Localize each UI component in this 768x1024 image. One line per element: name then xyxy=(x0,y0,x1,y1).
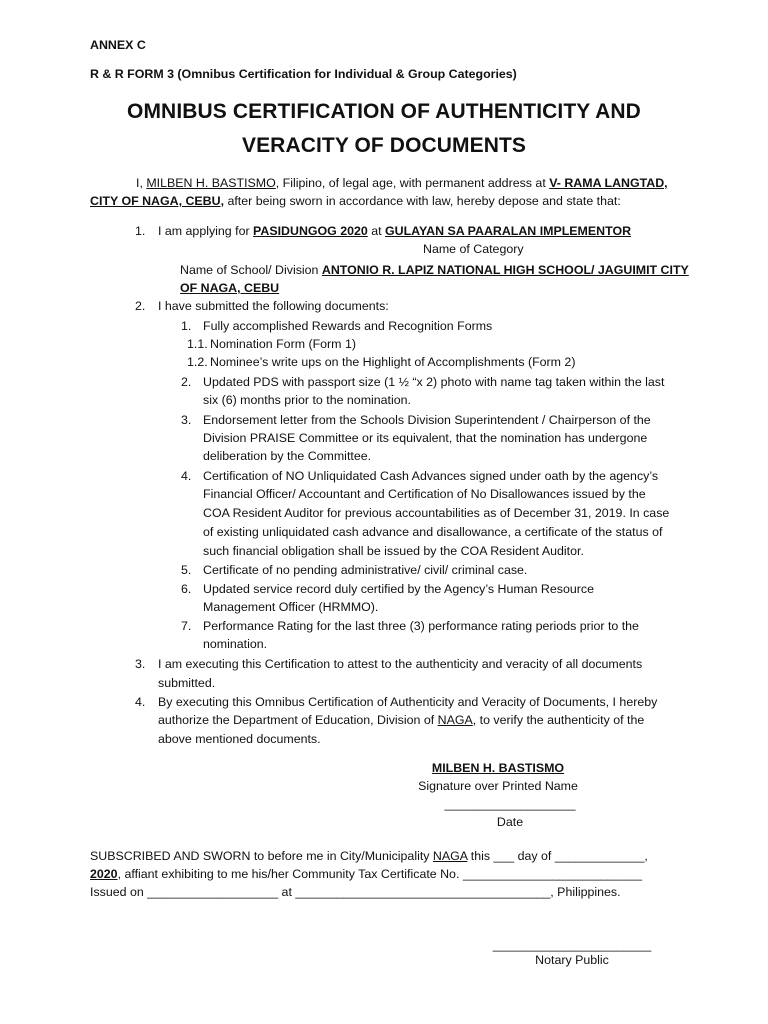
category-value: GULAYAN SA PAARALAN IMPLEMENTOR xyxy=(385,224,632,238)
doc-text: Performance Rating for the last three (3) performance rating periods prior to the xyxy=(203,619,639,633)
item4-line2 xyxy=(158,713,644,728)
year-value: 2020 xyxy=(90,867,118,881)
school-value: ANTONIO R. LAPIZ NATIONAL HIGH SCHOOL/ JAGUIMIT CITY xyxy=(321,263,689,277)
doc-number: 1. xyxy=(181,319,192,333)
doc-text: Certification of NO Unliquidated Cash Advances signed under oath by the agency’s xyxy=(203,469,659,483)
doc-text: Endorsement letter from the Schools Division Superintendent / Chairperson of the xyxy=(203,413,651,427)
doc-number: 6. xyxy=(181,582,192,596)
place-value: NAGA xyxy=(432,849,468,863)
doc-text: six (6) months prior to the nomination. xyxy=(203,393,411,407)
intro-text: , Filipino, of legal age, with permanent address at xyxy=(275,176,550,190)
sworn-text: , affiant exhibiting to me his/her Community Tax Certificate No. __________________________ xyxy=(117,867,643,881)
school-value-cont: OF NAGA, CEBU xyxy=(180,281,280,295)
sworn-text: SUBSCRIBED AND SWORN to before me in City/Municipality xyxy=(90,849,433,863)
date-line: ___________________ xyxy=(444,797,576,811)
school-label: Name of School/ Division xyxy=(180,263,322,277)
doc-text: Updated service record duly certified by the Agency’s Human Resource xyxy=(203,582,594,596)
sworn-text: this ___ day of _____________, xyxy=(467,849,648,863)
doc-text: deliberation by the Committee. xyxy=(203,449,372,463)
item4-text: above mentioned documents. xyxy=(158,732,321,746)
intro-text: after being sworn in accordance with law, hereby depose and state that: xyxy=(224,194,621,208)
doc-number: 7. xyxy=(181,619,192,633)
school-line1 xyxy=(180,263,689,278)
award-name: PASIDUNGOG 2020 xyxy=(253,224,368,238)
division-value: NAGA xyxy=(437,713,473,727)
intro-line2 xyxy=(90,194,621,209)
address-value: V- RAMA LANGTAD, xyxy=(549,176,668,190)
category-caption: Name of Category xyxy=(423,242,524,256)
doc-text: such financial obligation shall be issued by the COA Resident Auditor. xyxy=(203,544,584,558)
document-title-line1: OMNIBUS CERTIFICATION OF AUTHENTICITY AND xyxy=(127,100,641,123)
doc-text: COA Resident Auditor for previous accountabilities as of December 31, 2019. In case xyxy=(203,506,670,520)
intro-line1 xyxy=(136,176,668,191)
doc-text: Division PRAISE Committee or its equivalent, that the nomination has undergone xyxy=(203,431,648,445)
item-number: 4. xyxy=(135,695,146,709)
item4-text: By executing this Omnibus Certification of Authenticity and Veracity of Documents, I hereby xyxy=(158,695,658,709)
item4-text: , to verify the authenticity of the xyxy=(472,713,645,727)
annex-label: ANNEX C xyxy=(90,38,146,52)
item-number: 2. xyxy=(135,299,146,313)
item3-text: submitted. xyxy=(158,676,216,690)
doc-number: 2. xyxy=(181,375,192,389)
doc-number: 3. xyxy=(181,413,192,427)
doc-number: 4. xyxy=(181,469,192,483)
item3-text: I am executing this Certification to attest to the authenticity and veracity of all documents xyxy=(158,657,643,671)
document-title-line2: VERACITY OF DOCUMENTS xyxy=(241,134,527,157)
item2-text: I have submitted the following documents: xyxy=(158,299,389,313)
sworn-line2 xyxy=(90,867,642,882)
intro-text: I, xyxy=(136,176,147,190)
item-number: 3. xyxy=(135,657,146,671)
doc-number: 1.2. xyxy=(187,355,208,369)
doc-text: Nominee’s write ups on the Highlight of Accomplishments (Form 2) xyxy=(210,355,576,369)
doc-text: Certificate of no pending administrative/ civil/ criminal case. xyxy=(203,563,528,577)
signature-caption: Signature over Printed Name xyxy=(418,779,578,793)
item-number: 1. xyxy=(135,224,146,238)
sworn-line3: Issued on ___________________ at _____________________________________, Philippines. xyxy=(90,885,621,899)
doc-text: of existing unliquidated cash advance and disallowance, a certificate of the status of xyxy=(203,525,663,539)
notary-line: _______________________ xyxy=(492,938,652,952)
item1-text: at xyxy=(367,224,386,238)
doc-number: 5. xyxy=(181,563,192,577)
doc-text: Nomination Form (Form 1) xyxy=(210,337,356,351)
doc-text: Updated PDS with passport size (1 ½ “x 2) photo with name tag taken within the last xyxy=(203,375,665,389)
item1-line xyxy=(158,224,631,239)
date-label: Date xyxy=(496,815,524,829)
doc-number: 1.1. xyxy=(187,337,208,351)
item4-text: authorize the Department of Education, Division of xyxy=(158,713,438,727)
doc-text: Fully accomplished Rewards and Recognition Forms xyxy=(203,319,493,333)
doc-text: nomination. xyxy=(203,637,268,651)
form-label: R & R FORM 3 (Omnibus Certification for Individual & Group Categories) xyxy=(90,67,517,81)
notary-label: Notary Public xyxy=(535,953,609,967)
address-value: CITY OF NAGA, CEBU, xyxy=(90,194,225,208)
sworn-line1 xyxy=(90,849,648,864)
doc-text: Financial Officer/ Accountant and Certification of No Disallowances issued by the xyxy=(203,487,646,501)
signatory-name: MILBEN H. BASTISMO xyxy=(431,761,565,775)
item1-text: I am applying for xyxy=(158,224,254,238)
doc-text: Management Officer (HRMMO). xyxy=(203,600,379,614)
affiant-name: MILBEN H. BASTISMO xyxy=(146,176,276,190)
